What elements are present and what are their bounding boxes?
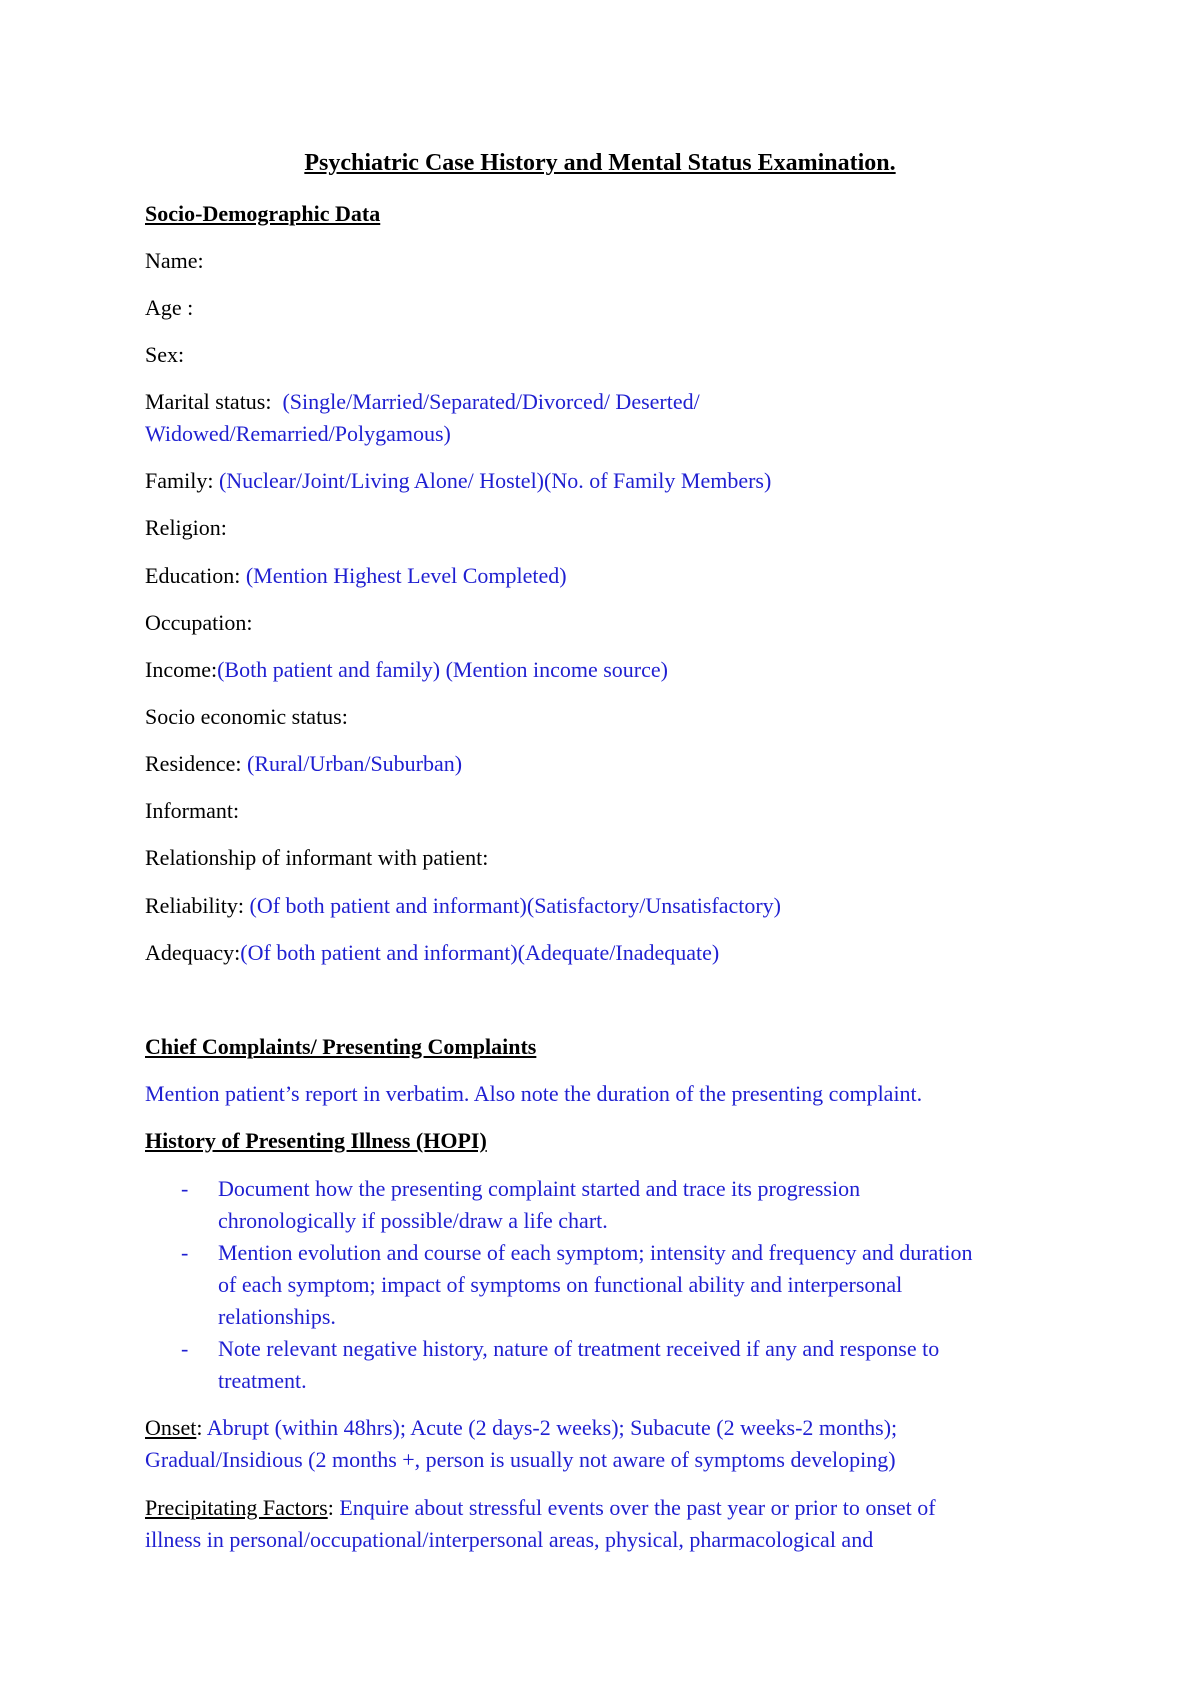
chief-complaints-text: Mention patient’s report in verbatim. Also note the duration of the presenting complaint. (145, 1081, 923, 1106)
reliability-field (145, 890, 781, 922)
adequacy-field (145, 937, 719, 969)
hopi-bullet-2-cont: of each symptom; impact of symptoms on functional ability and interpersonal (218, 1272, 903, 1297)
reliability-label: Reliability: (145, 893, 244, 918)
education-label: Education: (145, 563, 241, 588)
bullet-marker: - (181, 1176, 189, 1201)
hopi-heading: History of Presenting Illness (HOPI) (145, 1128, 487, 1153)
hopi-bullet-3-cont: treatment. (218, 1368, 307, 1393)
hopi-bullet-2-cont: relationships. (218, 1304, 336, 1329)
hopi-bullet-1: Document how the presenting complaint started and trace its progression (218, 1176, 861, 1201)
bullet-marker: - (181, 1240, 189, 1265)
relationship-field: Relationship of informant with patient: (145, 845, 489, 870)
religion-field: Religion: (145, 515, 227, 540)
adequacy-hint: (Of both patient and informant)(Adequate/Inadequate) (240, 940, 720, 965)
marital-status-label: Marital status: (145, 389, 272, 414)
marital-status-field (145, 386, 700, 418)
onset-text-cont: Gradual/Insidious (2 months +, person is usually not aware of symptoms developing) (145, 1447, 896, 1472)
informant-field: Informant: (145, 798, 240, 823)
precipitating-factors-paragraph (145, 1492, 936, 1524)
residence-field (145, 748, 462, 780)
precipitating-factors-text-cont: illness in personal/occupational/interpersonal areas, physical, pharmacological and (145, 1527, 874, 1552)
bullet-marker: - (181, 1336, 189, 1361)
page-title: Psychiatric Case History and Mental Status Examination. (304, 150, 896, 176)
family-hint: (Nuclear/Joint/Living Alone/ Hostel)(No. of Family Members) (218, 468, 772, 493)
hopi-bullet-1-cont: chronologically if possible/draw a life chart. (218, 1208, 608, 1233)
precipitating-factors-colon: : (327, 1495, 334, 1520)
residence-hint: (Rural/Urban/Suburban) (247, 751, 463, 776)
hopi-bullet-3: Note relevant negative history, nature of treatment received if any and response to (218, 1336, 940, 1361)
adequacy-label: Adequacy: (145, 940, 241, 965)
name-field: Name: (145, 248, 204, 273)
socio-demographic-heading: Socio-Demographic Data (145, 201, 381, 226)
family-label: Family: (145, 468, 214, 493)
onset-label: Onset (145, 1415, 197, 1440)
onset-colon: : (196, 1415, 203, 1440)
onset-text: Abrupt (within 48hrs); Acute (2 days-2 weeks); Subacute (2 weeks-2 months); (202, 1415, 898, 1440)
income-hint: (Both patient and family) (Mention income source) (217, 657, 668, 682)
occupation-field: Occupation: (145, 610, 253, 635)
residence-label: Residence: (145, 751, 242, 776)
income-label: Income: (145, 657, 218, 682)
precipitating-factors-text: Enquire about stressful events over the past year or prior to onset of (333, 1495, 936, 1520)
reliability-hint: (Of both patient and informant)(Satisfactory/Unsatisfactory) (249, 893, 782, 918)
chief-complaints-heading: Chief Complaints/ Presenting Complaints (145, 1034, 537, 1059)
age-field: Age : (145, 295, 194, 320)
family-field (145, 465, 771, 497)
marital-status-hint-cont: Widowed/Remarried/Polygamous) (145, 421, 451, 446)
hopi-bullet-2: Mention evolution and course of each symptom; intensity and frequency and duration (218, 1240, 973, 1265)
onset-paragraph (145, 1412, 897, 1444)
precipitating-factors-label: Precipitating Factors (145, 1495, 328, 1520)
education-hint: (Mention Highest Level Completed) (245, 563, 567, 588)
socio-economic-status-field: Socio economic status: (145, 704, 348, 729)
income-field (145, 654, 668, 686)
education-field (145, 560, 567, 592)
sex-field: Sex: (145, 342, 185, 367)
marital-status-hint: (Single/Married/Separated/Divorced/ Deserted/ (282, 389, 700, 414)
